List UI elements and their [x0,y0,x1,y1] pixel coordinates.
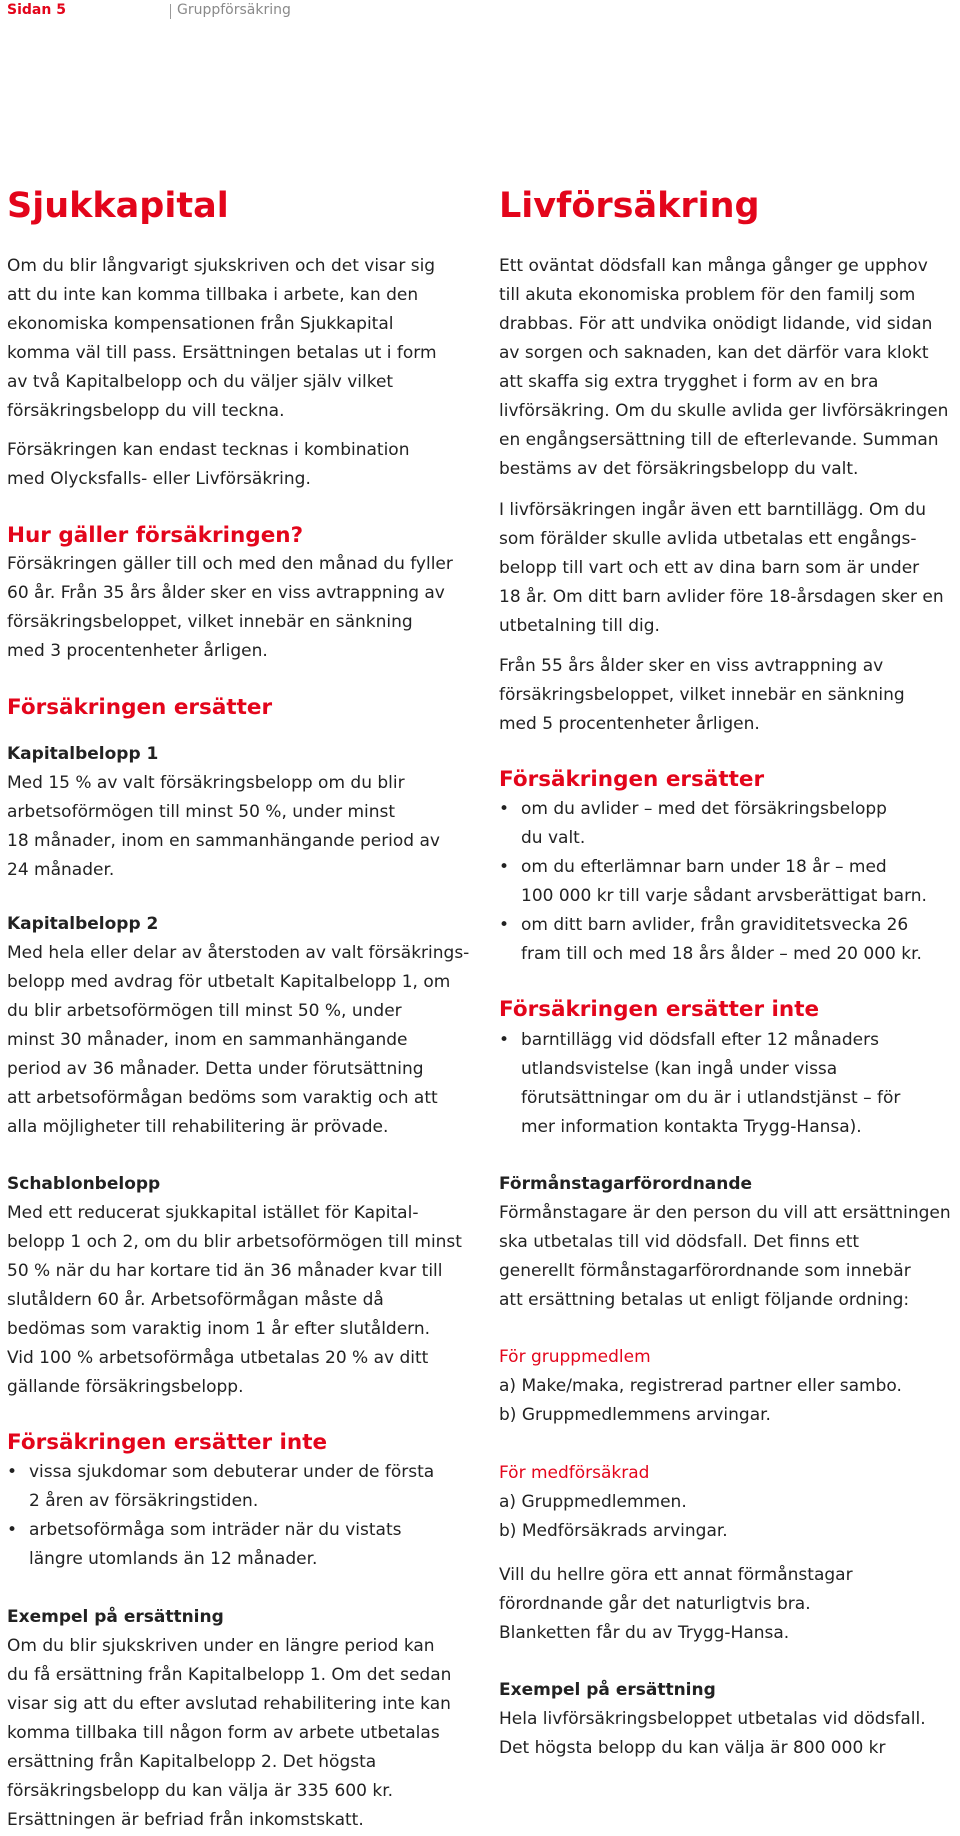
kapitalbelopp-1-heading: Kapitalbelopp 1 [7,744,159,764]
section-title-livforsakring: Livförsäkring [499,186,760,226]
text-line: Med 15 % av valt försäkringsbelopp om du blir [7,773,405,793]
text-line: generellt förmånstagarförordnande som innebär [499,1261,911,1281]
combination-note [7,436,502,494]
text-line: komma väl till pass. Ersättningen betalas ut i form [7,343,437,363]
text-line: om du avlider – med det försäkringsbelopp [521,799,887,819]
schablonbelopp-section [7,1170,502,1402]
text-line: Om du blir långvarigt sjukskriven och det visar sig [7,256,436,276]
list-item [7,1516,502,1574]
validity-text [7,550,502,666]
text-line: drabbas. För att undvika onödigt lidande, vid sidan [499,314,933,334]
text-line: 18 år. Om ditt barn avlider före 18-årsdagen sker en [499,587,944,607]
covers-list-right [499,795,959,969]
text-line: längre utomlands än 12 månader. [29,1549,318,1569]
text-line: a) Make/maka, registrerad partner eller sambo. [499,1376,902,1396]
text-line: Försäkringen kan endast tecknas i kombination [7,440,410,460]
section-title-sjukkapital: Sjukkapital [7,186,229,226]
text-line: du valt. [521,828,586,848]
beneficiary-heading: Förmånstagarförordnande [499,1174,753,1194]
text-line: Det högsta belopp du kan välja är 800 000 kr [499,1738,886,1758]
not-covered-list-right [499,1026,959,1142]
text-line: att du inte kan komma tillbaka i arbete, kan den [7,285,419,305]
list-item-text [29,1458,434,1516]
coinsured-list [499,1488,959,1546]
list-item [499,911,959,969]
text-line: av sorgen och saknaden, kan det därför vara klokt [499,343,929,363]
text-line: Förmånstagare är den person du vill att ersättningen [499,1203,951,1223]
text-line: bedömas som varaktig inom 1 år efter slutåldern. [7,1319,431,1339]
text-line: av två Kapitalbelopp och du väljer själv vilket [7,372,394,392]
text-line: alla möjligheter till rehabilitering är prövade. [7,1117,389,1137]
text-line: om du efterlämnar barn under 18 år – med [521,857,887,877]
bullet-marker: • [499,1030,510,1050]
beneficiary-text [499,1199,959,1315]
document-title: Gruppförsäkring [177,2,291,18]
text-line: belopp 1 och 2, om du blir arbetsoförmögen till minst [7,1232,462,1252]
text-line: med 5 procentenheter årligen. [499,714,760,734]
other-beneficiary-text [499,1561,959,1648]
text-line: en engångsersättning till de efterlevande. Summan [499,430,939,450]
text-line: minst 30 månader, inom en sammanhängande [7,1030,408,1050]
group-member-list [499,1372,959,1430]
example-text-right [499,1705,959,1763]
text-line: som förälder skulle avlida utbetalas ett engångs- [499,529,917,549]
list-item [499,1026,959,1142]
text-line: ersättning från Kapitalbelopp 2. Det högsta [7,1752,377,1772]
text-line: till akuta ekonomiska problem för den familj som [499,285,916,305]
not-covered-heading-left: Försäkringen ersätter inte [7,1430,328,1455]
text-line: försäkringsbelopp du kan välja är 335 600 kr. [7,1781,394,1801]
text-line: a) Gruppmedlemmen. [499,1492,687,1512]
example-heading-right: Exempel på ersättning [499,1680,716,1700]
coinsured-section [499,1459,959,1546]
text-line: vissa sjukdomar som debuterar under de första [29,1462,435,1482]
text-line: belopp med avdrag för utbetalt Kapitalbelopp 1, om [7,972,451,992]
text-line: Vid 100 % arbetsoförmåga utbetalas 20 % av ditt [7,1348,429,1368]
text-line: 60 år. Från 35 års ålder sker en viss avtrappning av [7,583,445,603]
text-line: förordnande går det naturligtvis bra. [499,1594,811,1614]
text-line: 18 månader, inom en sammanhängande period av [7,831,440,851]
bullet-marker: • [499,915,510,935]
text-line: 100 000 kr till varje sådant arvsberättigat barn. [521,886,927,906]
text-line: mer information kontakta Trygg-Hansa). [521,1117,862,1137]
text-line: utlandsvistelse (kan ingå under vissa [521,1059,838,1079]
text-line: 24 månader. [7,860,115,880]
text-line: b) Medförsäkrads arvingar. [499,1521,728,1541]
text-line: att skaffa sig extra trygghet i form av en bra [499,372,879,392]
list-item-text [521,795,887,853]
text-line: ska utbetalas till vid dödsfall. Det finns ett [499,1232,860,1252]
text-line: visar sig att du efter avslutad rehabilitering inte kan [7,1694,451,1714]
text-line: att arbetsoförmågan bedöms som varaktig och att [7,1088,438,1108]
page-number: Sidan 5 [7,2,66,18]
not-covered-list-left [7,1458,502,1574]
text-line: period av 36 månader. Detta under förutsättning [7,1059,424,1079]
header-divider [170,4,171,19]
text-line: slutåldern 60 år. Arbetsoförmågan måste då [7,1290,384,1310]
schablonbelopp-heading: Schablonbelopp [7,1174,161,1194]
text-line: komma tillbaka till någon form av arbete utbetalas [7,1723,440,1743]
kapitalbelopp-2-section [7,910,502,1142]
schablonbelopp-text [7,1199,502,1402]
text-line: att ersättning betalas ut enligt följande ordning: [499,1290,910,1310]
text-line: 2 åren av försäkringstiden. [29,1491,259,1511]
text-line: I livförsäkringen ingår även ett barntillägg. Om du [499,500,926,520]
kapitalbelopp-2-heading: Kapitalbelopp 2 [7,914,159,934]
list-item-text [521,911,922,969]
text-line: Försäkringen gäller till och med den månad du fyller [7,554,453,574]
text-line: om ditt barn avlider, från graviditetsvecka 26 [521,915,909,935]
list-item-text [29,1516,401,1574]
text-line: du få ersättning från Kapitalbelopp 1. Om det sedan [7,1665,452,1685]
bullet-marker: • [499,799,510,819]
example-heading-left: Exempel på ersättning [7,1607,224,1627]
taper-text [499,652,959,739]
bullet-marker: • [7,1520,18,1540]
list-item-text [521,1026,900,1142]
validity-heading: Hur gäller försäkringen? [7,523,304,548]
livforsakring-intro [499,252,959,484]
example-section-left [7,1603,502,1835]
text-line: försäkringsbeloppet, vilket innebär en sänkning [499,685,905,705]
sjukkapital-intro [7,252,502,426]
text-line: barntillägg vid dödsfall efter 12 månaders [521,1030,879,1050]
coinsured-heading: För medförsäkrad [499,1463,650,1483]
text-line: Med hela eller delar av återstoden av valt försäkrings- [7,943,470,963]
kapitalbelopp-1-section [7,740,502,885]
text-line: Blanketten får du av Trygg-Hansa. [499,1623,790,1643]
example-section-right [499,1676,959,1763]
text-line: Ett oväntat dödsfall kan många gånger ge upphov [499,256,928,276]
text-line: med 3 procentenheter årligen. [7,641,268,661]
list-item [499,795,959,853]
text-line: Hela livförsäkringsbeloppet utbetalas vid dödsfall. [499,1709,926,1729]
text-line: förutsättningar om du är i utlandstjänst – för [521,1088,901,1108]
text-line: fram till och med 18 års ålder – med 20 000 kr. [521,944,922,964]
text-line: arbetsoförmögen till minst 50 %, under minst [7,802,396,822]
child-supplement-text [499,496,959,641]
text-line: Från 55 års ålder sker en viss avtrappning av [499,656,884,676]
text-line: försäkringsbelopp du vill teckna. [7,401,285,421]
text-line: du blir arbetsoförmögen till minst 50 %, under [7,1001,402,1021]
group-member-heading: För gruppmedlem [499,1347,651,1367]
kapitalbelopp-2-text [7,939,502,1142]
text-line: ekonomiska kompensationen från Sjukkapital [7,314,394,334]
text-line: Ersättningen är befriad från inkomstskatt. [7,1810,364,1830]
text-line: belopp till vart och ett av dina barn som är under [499,558,920,578]
text-line: livförsäkring. Om du skulle avlida ger livförsäkringen [499,401,949,421]
covers-heading-right: Försäkringen ersätter [499,767,765,792]
text-line: arbetsoförmåga som inträder när du vistats [29,1520,402,1540]
text-line: b) Gruppmedlemmens arvingar. [499,1405,771,1425]
list-item [7,1458,502,1516]
text-line: Om du blir sjukskriven under en längre period kan [7,1636,435,1656]
text-line: gällande försäkringsbelopp. [7,1377,244,1397]
not-covered-heading-right: Försäkringen ersätter inte [499,997,820,1022]
list-item [499,853,959,911]
bullet-marker: • [7,1462,18,1482]
text-line: försäkringsbeloppet, vilket innebär en sänkning [7,612,413,632]
bullet-marker: • [499,857,510,877]
text-line: Med ett reducerat sjukkapital istället för Kapital- [7,1203,419,1223]
text-line: med Olycksfalls- eller Livförsäkring. [7,469,311,489]
example-text-left [7,1632,502,1835]
list-item-text [521,853,927,911]
text-line: utbetalning till dig. [499,616,660,636]
kapitalbelopp-1-text [7,769,502,885]
text-line: 50 % när du har kortare tid än 36 månader kvar till [7,1261,443,1281]
group-member-section [499,1343,959,1430]
text-line: bestäms av det försäkringsbelopp du valt. [499,459,859,479]
beneficiary-section [499,1170,959,1315]
covers-heading-left: Försäkringen ersätter [7,695,273,720]
page-header [0,0,960,24]
text-line: Vill du hellre göra ett annat förmånstagar [499,1565,853,1585]
